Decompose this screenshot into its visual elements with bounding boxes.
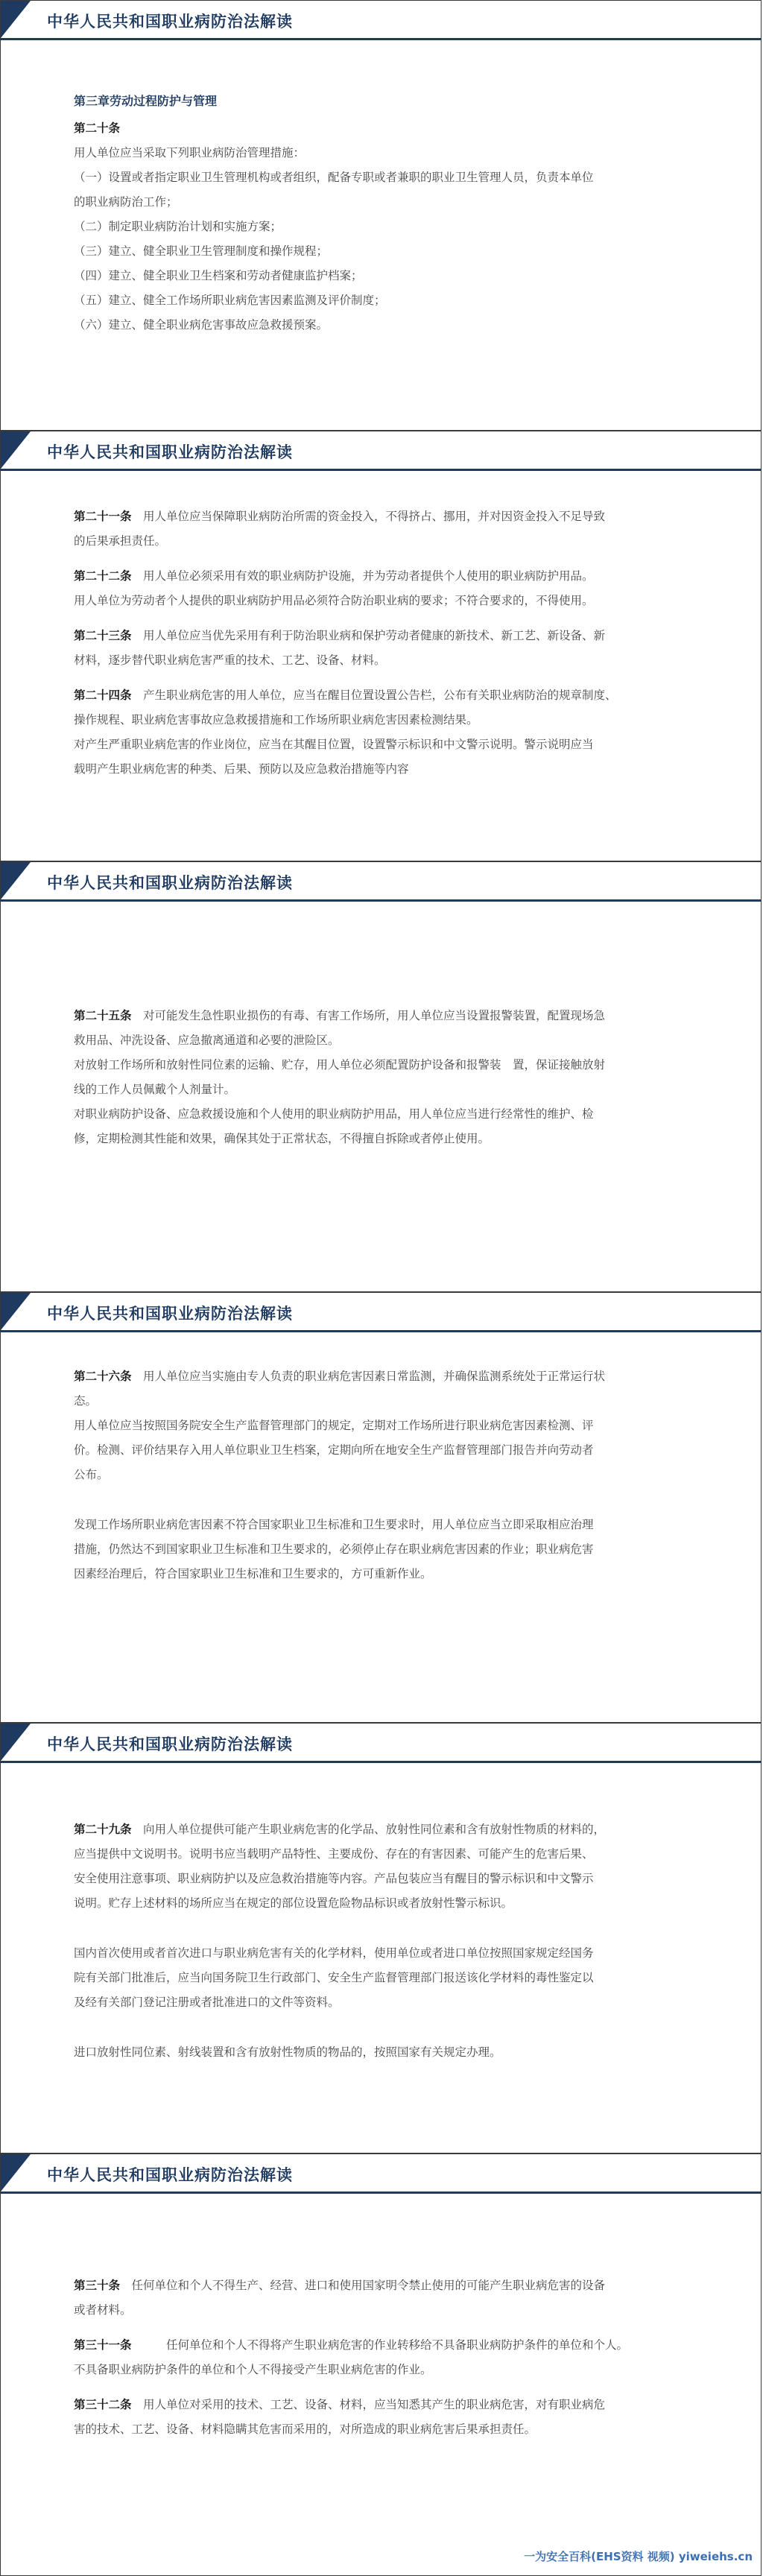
article-24 xyxy=(74,683,724,708)
header-accent-triangle xyxy=(1,862,31,899)
article-32 xyxy=(74,2393,724,2417)
article-25 xyxy=(74,1004,724,1028)
slide-title: 中华人民共和国职业病防治法解读 xyxy=(47,13,293,31)
header-accent-triangle xyxy=(1,1724,31,1761)
slide-header xyxy=(1,1724,761,1763)
article-text: 用人单位对采用的技术、工艺、设备、材料，应当知悉其产生的职业病危害，对有职业病危 xyxy=(143,2398,606,2411)
article-30 xyxy=(74,2273,724,2298)
article-text: 操作规程、职业病危害事故应急救援措施和工作场所职业病危害因素检测结果。 xyxy=(74,713,478,727)
header-accent-triangle xyxy=(1,1,31,38)
slide-3 xyxy=(0,861,762,1292)
article-number: 第二十二条 xyxy=(74,569,132,583)
slide-body xyxy=(74,1817,724,2065)
slide-title: 中华人民共和国职业病防治法解读 xyxy=(47,2166,293,2184)
article-text: 价。检测、评价结果存入用人单位职业卫生档案，定期向所在地安全生产监督管理部门报告并向劳动者 xyxy=(74,1443,594,1457)
article-text: 对放射工作场所和放射性同位素的运输、贮存，用人单位必须配置防护设备和报警装 置，保证接触放射 xyxy=(74,1058,606,1072)
slide-header xyxy=(1,862,761,902)
article-text: 修，定期检测其性能和效果，确保其处于正常状态，不得擅自拆除或者停止使用。 xyxy=(74,1132,490,1145)
slide-body xyxy=(74,504,724,782)
header-accent-triangle xyxy=(1,1293,31,1330)
article-text: 发现工作场所职业病危害因素不符合国家职业卫生标准和卫生要求时，用人单位应当立即采取相应治理 xyxy=(74,1518,594,1531)
article-number: 第三十条 xyxy=(74,2279,121,2292)
article-text: 向用人单位提供可能产生职业病危害的化学品、放射性同位素和含有放射性物质的材料的， xyxy=(143,1823,606,1836)
article-29 xyxy=(74,1817,724,1842)
article-text: 线的工作人员佩戴个人剂量计。 xyxy=(74,1083,236,1096)
article-number: 第二十四条 xyxy=(74,689,132,702)
header-accent-triangle xyxy=(1,2154,31,2192)
slide-header xyxy=(1,1293,761,1332)
article-text: 对职业病防护设备、应急救援设施和个人使用的职业病防护用品，用人单位应当进行经常性的维护、检 xyxy=(74,1107,594,1121)
footer-watermark: 一为安全百科(EHS资料 视频) yiweiehs.cn xyxy=(524,2550,753,2563)
slide-body xyxy=(74,2273,724,2442)
article-text: 用人单位应当保障职业病防治所需的资金投入，不得挤占、挪用，并对因资金投入不足导致 xyxy=(143,510,606,523)
article-text: 措施，仍然达不到国家职业卫生标准和卫生要求的，必须停止存在职业病危害因素的作业；职业病危害 xyxy=(74,1542,594,1556)
article-21 xyxy=(74,504,724,529)
article-text: 的后果承担责任。 xyxy=(74,534,167,548)
article-text: 对产生严重职业病危害的作业岗位，应当在其醒目位置，设置警示标识和中文警示说明。警示说明应当 xyxy=(74,738,594,751)
article-text: 不具备职业病防护条件的单位和个人不得接受产生职业病危害的作业。 xyxy=(74,2363,432,2376)
article-text: 及经有关部门登记注册或者批准进口的文件等资料。 xyxy=(74,1996,340,2009)
article-intro: 用人单位应当采取下列职业病防治管理措施： xyxy=(74,146,305,159)
article-number: 第二十五条 xyxy=(74,1009,132,1022)
slide-body xyxy=(74,1364,724,1586)
article-text: 载明产生职业病危害的种类、后果、预防以及应急救治措施等内容 xyxy=(74,762,409,776)
article-number: 第二十条 xyxy=(74,121,121,135)
article-text: 用人单位应当实施由专人负责的职业病危害因素日常监测，并确保监测系统处于正常运行状 xyxy=(143,1370,606,1383)
slide-header xyxy=(1,1,761,40)
article-text: 应当提供中文说明书。说明书应当载明产品特性、主要成份、存在的有害因素、可能产生的危害后果、 xyxy=(74,1847,594,1861)
article-text: 或者材料。 xyxy=(74,2303,132,2317)
article-text: 院有关部门批准后，应当向国务院卫生行政部门、安全生产监督管理部门报送该化学材料的毒性鉴定以 xyxy=(74,1971,594,1984)
article-text: 害的技术、工艺、设备、材料隐瞒其危害而采用的，对所造成的职业病危害后果承担责任。 xyxy=(74,2422,536,2436)
article-number: 第二十六条 xyxy=(74,1370,132,1383)
article-number: 第二十九条 xyxy=(74,1823,132,1836)
list-item: （五）建立、健全工作场所职业病危害因素监测及评价制度； xyxy=(74,294,386,307)
article-text: 进口放射性同位素、射线装置和含有放射性物质的物品的，按照国家有关规定办理。 xyxy=(74,2045,501,2059)
slide-4 xyxy=(0,1292,762,1723)
slide-5 xyxy=(0,1723,762,2153)
list-item: （一）设置或者指定职业卫生管理机构或者组织，配备专职或者兼职的职业卫生管理人员，负责本单位 xyxy=(74,171,594,184)
article-text: 救用品、冲洗设备、应急撤离通道和必要的泄险区。 xyxy=(74,1034,340,1047)
list-item: 的职业病防治工作； xyxy=(74,195,178,209)
list-item: （六）建立、健全职业病危害事故应急救援预案。 xyxy=(74,318,329,332)
list-item: （四）建立、健全职业卫生档案和劳动者健康监护档案； xyxy=(74,269,363,282)
slide-title: 中华人民共和国职业病防治法解读 xyxy=(47,1305,293,1323)
article-text: 国内首次使用或者首次进口与职业病危害有关的化学材料，使用单位或者进口单位按照国家规定经国务 xyxy=(74,1946,594,1960)
list-item: （二）制定职业病防治计划和实施方案； xyxy=(74,220,282,233)
header-accent-triangle xyxy=(1,431,31,469)
article-text: 材料，逐步替代职业病危害严重的技术、工艺、设备、材料。 xyxy=(74,654,386,667)
slide-6 xyxy=(0,2153,762,2576)
article-text: 用人单位应当优先采用有利于防治职业病和保护劳动者健康的新技术、新工艺、新设备、新 xyxy=(143,629,606,642)
slide-title: 中华人民共和国职业病防治法解读 xyxy=(47,443,293,461)
slide-title: 中华人民共和国职业病防治法解读 xyxy=(47,1735,293,1753)
slide-1 xyxy=(0,0,762,431)
slide-header xyxy=(1,2154,761,2194)
list-item: （三）建立、健全职业卫生管理制度和操作规程； xyxy=(74,244,329,258)
article-22 xyxy=(74,564,724,589)
article-text: 任何单位和个人不得将产生职业病危害的作业转移给不具备职业病防护条件的单位和个人。 xyxy=(166,2338,629,2352)
article-text: 因素经治理后，符合国家职业卫生标准和卫生要求的，方可重新作业。 xyxy=(74,1567,432,1580)
article-text: 用人单位必须采用有效的职业病防护设施，并为劳动者提供个人使用的职业病防护用品。 xyxy=(143,569,594,583)
article-23 xyxy=(74,624,724,648)
article-number: 第三十一条 xyxy=(74,2338,132,2352)
article-text: 安全使用注意事项、职业病防护以及应急救治措施等内容。产品包装应当有醒目的警示标识和中文警示 xyxy=(74,1872,594,1885)
article-text: 对可能发生急性职业损伤的有毒、有害工作场所，用人单位应当设置报警装置，配置现场急 xyxy=(143,1009,606,1022)
article-26 xyxy=(74,1364,724,1389)
article-text: 说明。贮存上述材料的场所应当在规定的部位设置危险物品标识或者放射性警示标识。 xyxy=(74,1896,513,1910)
article-31 xyxy=(74,2333,724,2358)
slide-body xyxy=(74,1004,724,1151)
chapter-title: 第三章劳动过程防护与管理 xyxy=(74,94,218,108)
article-text: 态。 xyxy=(74,1394,98,1408)
article-number: 第二十三条 xyxy=(74,629,132,642)
article-text: 用人单位为劳动者个人提供的职业病防护用品必须符合防治职业病的要求；不符合要求的，不得使用。 xyxy=(74,594,594,607)
article-text: 产生职业病危害的用人单位，应当在醒目位置设置公告栏，公布有关职业病防治的规章制度、 xyxy=(143,689,617,702)
article-text: 任何单位和个人不得生产、经营、进口和使用国家明令禁止使用的可能产生职业病危害的设备 xyxy=(131,2279,606,2292)
slide-header xyxy=(1,431,761,471)
article-number: 第三十二条 xyxy=(74,2398,132,2411)
article-number: 第二十一条 xyxy=(74,510,132,523)
article-text: 公布。 xyxy=(74,1468,109,1481)
slide-body xyxy=(74,89,724,338)
article-text: 用人单位应当按照国务院安全生产监督管理部门的规定，定期对工作场所进行职业病危害因素检测、评 xyxy=(74,1419,594,1432)
slide-title: 中华人民共和国职业病防治法解读 xyxy=(47,874,293,892)
slide-2 xyxy=(0,431,762,861)
